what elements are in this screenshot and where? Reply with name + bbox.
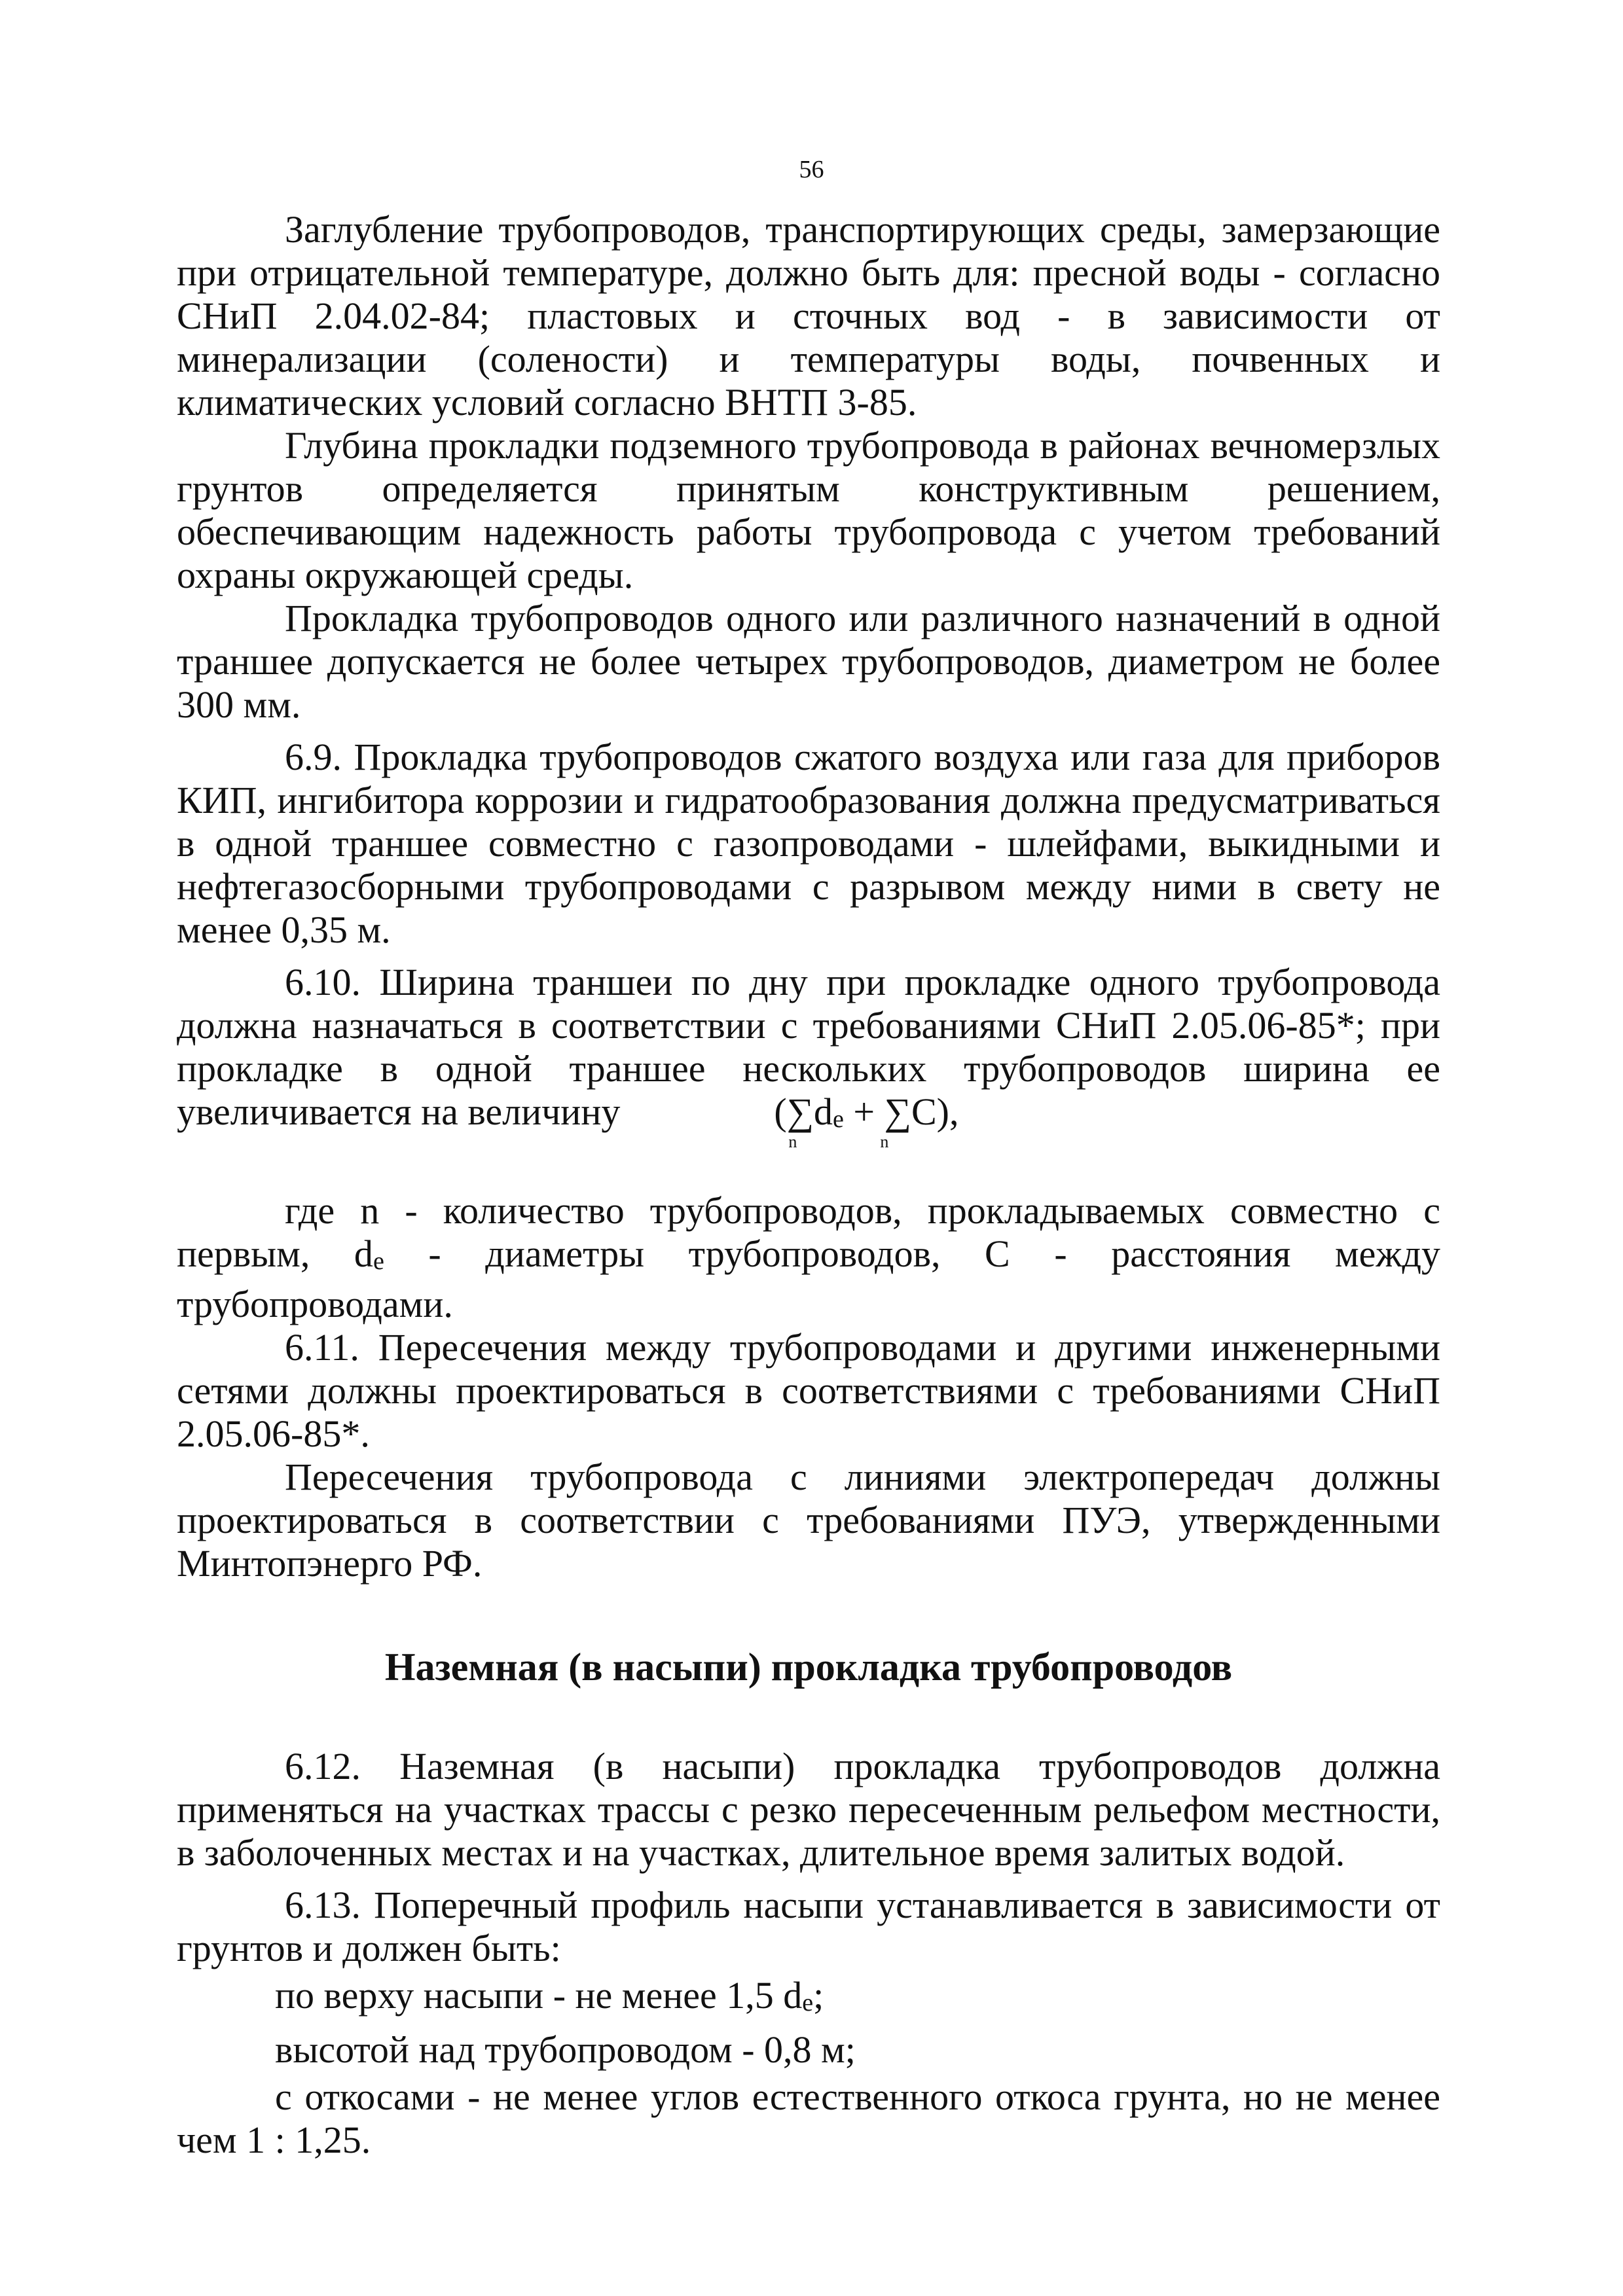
section-heading: Наземная (в насыпи) прокладка трубопроводов xyxy=(384,1645,1233,1689)
paragraph-burial-depth: Заглубление трубопроводов, транспортирующих среды, замерзающие при отрицательной температуре, должно быть для: пресной воды - согласно СНиП 2.04.02-84; пластовых и сточных вод - в зависимости от минерализации (солености) и температуры воды, почвенных и климатических условий согласно ВНТП 3-85. xyxy=(177,208,1440,423)
paragraph-6-9: 6.9. Прокладка трубопроводов сжатого воздуха или газа для приборов КИП, ингибитора коррозии и гидратообразования должна предусматриваться в одной траншее совместно с газопроводами - шлейфами, выкидными и нефтегазосборными трубопроводами с разрывом между ними в свету не менее 0,35 м. xyxy=(177,736,1440,951)
paragraph-6-11: 6.11. Пересечения между трубопроводами и другими инженерными сетями должны проектироваться в соответствиями с требованиями СНиП 2.05.06-85*. xyxy=(177,1326,1440,1455)
formula-sub-n-2: n xyxy=(880,1132,889,1151)
list-item-height: высотой над трубопроводом - 0,8 м; xyxy=(275,2028,856,2071)
paragraph-where: где n - количество трубопроводов, прокладываемых совместно с первым, de - диаметры трубопроводов, С - расстояния между трубопроводами. xyxy=(177,1189,1440,1325)
formula-sub-n-1: n xyxy=(788,1132,797,1151)
width-formula: (∑de + ∑C), n n xyxy=(666,1090,958,1141)
paragraph-6-13: 6.13. Поперечный профиль насыпи устанавливается в зависимости от грунтов и должен быть: xyxy=(177,1884,1440,1969)
paragraph-permafrost: Глубина прокладки подземного трубопровода в районах вечномерзлых грунтов определяется принятым конструктивным решением, обеспечивающим надежность работы трубопровода с учетом требований охраны окружающей среды. xyxy=(177,424,1440,596)
paragraph-power-lines: Пересечения трубопровода с линиями электропередач должны проектироваться в соответствии с требованиями ПУЭ, утвержденными Минтопэнерго РФ. xyxy=(177,1456,1440,1585)
paragraph-6-10 xyxy=(177,961,1440,1151)
page-number: 56 xyxy=(799,156,824,183)
paragraph-6-12: 6.12. Наземная (в насыпи) прокладка трубопроводов должна применяться на участках трассы с резко пересеченным рельефом местности, в заболоченных местах и на участках, длительное время залитых водой. xyxy=(177,1745,1440,1874)
document-body xyxy=(177,208,1440,2162)
paragraph-trench-limit: Прокладка трубопроводов одного или различного назначений в одной траншее допускается не более четырех трубопроводов, диаметром не более 300 мм. xyxy=(177,597,1440,726)
list-item-slopes: с откосами - не менее углов естественного откоса грунта, но не менее чем 1 : 1,25. xyxy=(177,2075,1440,2161)
paragraph-6-10-text: 6.10. Ширина траншеи по дну при прокладке одного трубопровода должна назначаться в соответствии с требованиями СНиП 2.05.06-85*; при прокладке в одной траншее нескольких трубопроводов ширина ее увеличивается на величину xyxy=(177,961,1440,1133)
list-item-top-width: по верху насыпи - не менее 1,5 de; xyxy=(275,1974,824,2017)
